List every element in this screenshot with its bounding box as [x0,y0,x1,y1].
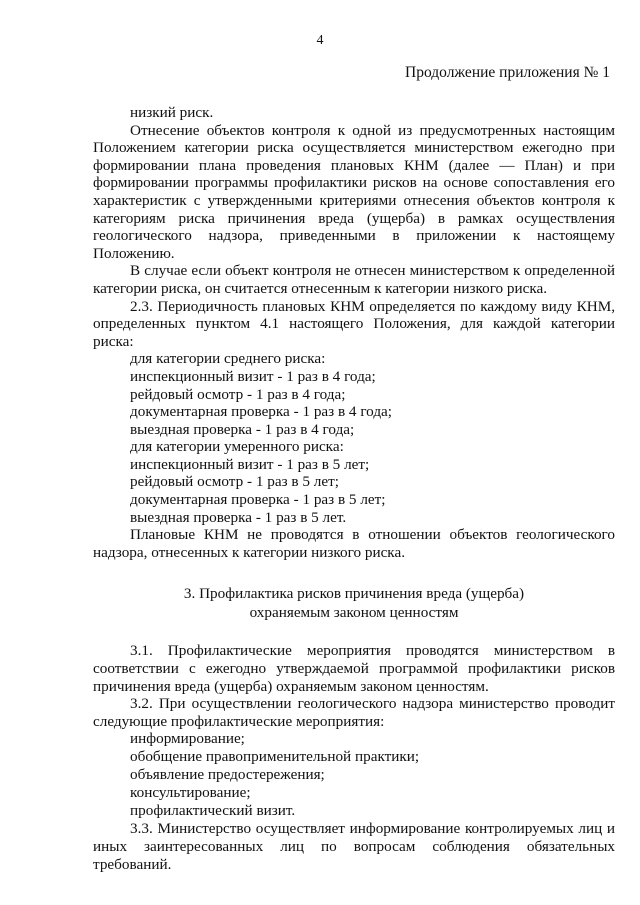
paragraph-default-low-risk: В случае если объект контроля не отнесен министерством к определенной категории риска, он считается отнесенным к категории низкого риска. [93,262,615,297]
list-item: информирование; [130,730,245,748]
periodicity-list [93,350,615,526]
list-item: рейдовый осмотр - 1 раз в 4 года; [130,385,346,403]
list-item: документарная проверка - 1 раз в 5 лет; [130,491,386,509]
paragraph-3-3: 3.3. Министерство осуществляет информирование контролируемых лиц и иных заинтересованных лиц по вопросам соблюдения обязательных требований. [93,820,615,873]
document-body [93,104,615,873]
continuation-label: Продолжение приложения № 1 [405,64,610,81]
paragraph-periodicity: 2.3. Периодичность плановых КНМ определяется по каждому виду КНМ, определенных пунктом 4.1 настоящего Положения, для каждой категории риска: [93,297,615,350]
list-item: для категории среднего риска: [130,350,326,368]
paragraph-3-2: 3.2. При осуществлении геологического надзора министерство проводит следующие профилактические мероприятия: [93,695,615,730]
list-item: рейдовый осмотр - 1 раз в 5 лет; [130,473,339,491]
list-item: профилактический визит. [130,802,296,820]
list-item: объявление предостережения; [130,766,325,784]
section-heading-line-2: охраняемым законом ценностям [249,604,459,622]
list-item: документарная проверка - 1 раз в 4 года; [130,403,393,421]
list-item: инспекционный визит - 1 раз в 5 лет; [130,455,370,473]
page-number: 4 [316,33,324,48]
section-heading-line-1: 3. Профилактика рисков причинения вреда (ущерба) [183,585,525,603]
paragraph-3-1: 3.1. Профилактические мероприятия проводятся министерством в соответствии с ежегодно утверждаемой программой профилактики рисков причинения вреда (ущерба) охраняемым законом ценностям. [93,642,615,695]
list-item: выездная проверка - 1 раз в 5 лет. [130,508,347,526]
paragraph-risk-assignment: Отнесение объектов контроля к одной из предусмотренных настоящим Положением категории риска осуществляется министерством ежегодно при формировании плана проведения плановых КНМ (далее — План) и при формировании программы профилактики рисков на основе сопоставления его характеристик с утвержденными критериями отнесения объектов контроля к категориям риска причинения вреда (ущерба) в рамках осуществления геологического надзора, приведенными в приложении к настоящему Положению. [93,121,615,262]
list-item: обобщение правоприменительной практики; [130,748,420,766]
paragraph-tail: низкий риск. [130,104,214,121]
list-item: консультирование; [130,784,251,802]
list-item: для категории умеренного риска: [130,438,344,456]
prevention-measures-list [93,730,615,820]
list-item: инспекционный визит - 1 раз в 4 года; [130,367,376,385]
paragraph-no-planned-low-risk: Плановые КНМ не проводятся в отношении объектов геологического надзора, отнесенных к категории низкого риска. [93,526,615,561]
list-item: выездная проверка - 1 раз в 4 года; [130,420,355,438]
